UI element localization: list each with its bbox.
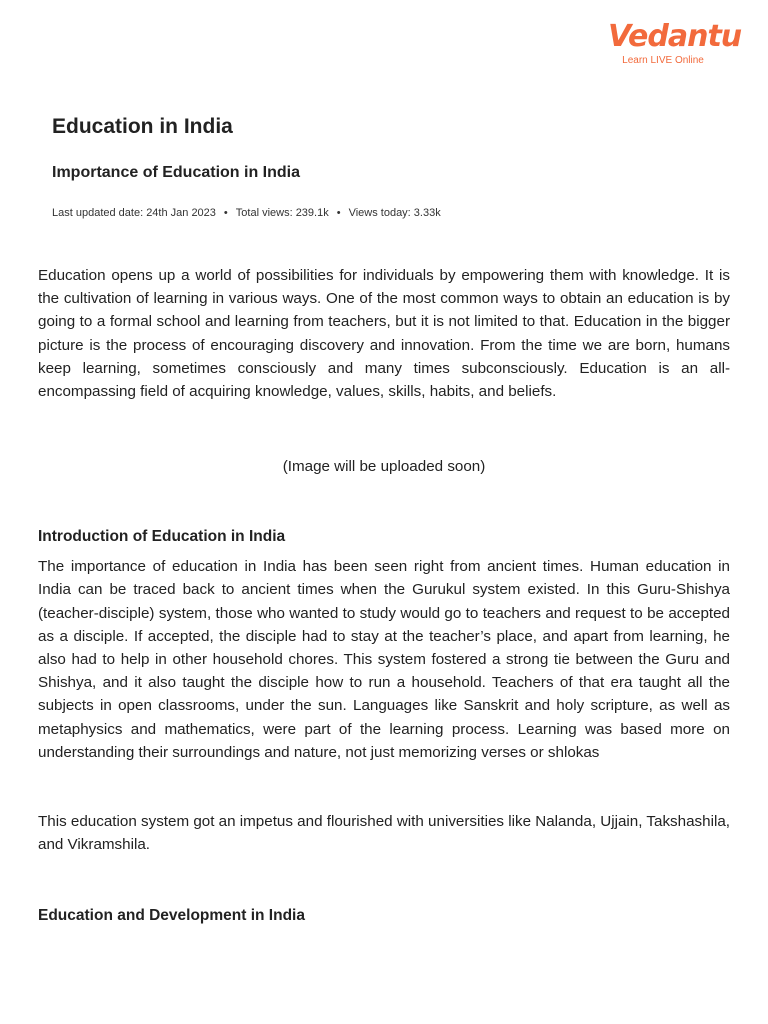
vedantu-logo[interactable] [608, 19, 742, 67]
section-paragraph: This education system got an impetus and flourished with universities like Nalanda, Ujjain, Takshashila, and Vikramshila. [38, 813, 730, 854]
intro-paragraph: Education opens up a world of possibilities for individuals by empowering them with knowledge. It is the cultivation of learning in various ways. One of the most common ways to obtain an education is by going to a formal school and learning from teachers, but it is not limited to that. Education in the bigger picture is the process of encouraging discovery and innovation. From the time we are born, humans keep learning, sometimes consciously and many times subconsciously. Education is an all-encompassing field of acquiring knowledge, values, skills, habits, and beliefs. [38, 267, 730, 401]
page-subtitle: Importance of Education in India [52, 164, 301, 181]
page-title: Education in India [52, 115, 233, 138]
section-heading-development: Education and Development in India [38, 907, 305, 925]
meta-separator: • [336, 207, 341, 219]
last-updated-date: Last updated date: 24th Jan 2023 [52, 207, 216, 219]
section-heading-introduction: Introduction of Education in India [38, 528, 286, 546]
article-body [38, 264, 730, 927]
meta-separator: • [223, 207, 228, 219]
logo-wordmark: Vedantu [608, 19, 742, 54]
logo-tagline: Learn LIVE Online [622, 55, 704, 66]
image-placeholder: (Image will be uploaded soon) [282, 458, 486, 476]
total-views: Total views: 239.1k [235, 207, 329, 219]
article-header [52, 112, 732, 221]
article-meta [52, 205, 732, 221]
views-today: Views today: 3.33k [348, 207, 441, 219]
section-paragraph: The importance of education in India has been seen right from ancient times. Human education in India can be traced back to ancient times when the Gurukul system existed. In this Guru-Shishya (teacher-disciple) system, those who wanted to study would go to teachers and request to be accepted as a disciple. If accepted, the disciple had to stay at the teacher’s place, and apart from learning, he also had to help in other household chores. This system fostered a strong tie between the Guru and Shishya, and it also taught the disciple how to run a household. Teachers of that era taught all the subjects in open classrooms, under the sun. Languages like Sanskrit and holy scripture, as well as metaphysics and mathematics, were part of the learning process. Learning was based more on understanding their surroundings and nature, not just memorizing verses or shlokas [38, 558, 730, 761]
